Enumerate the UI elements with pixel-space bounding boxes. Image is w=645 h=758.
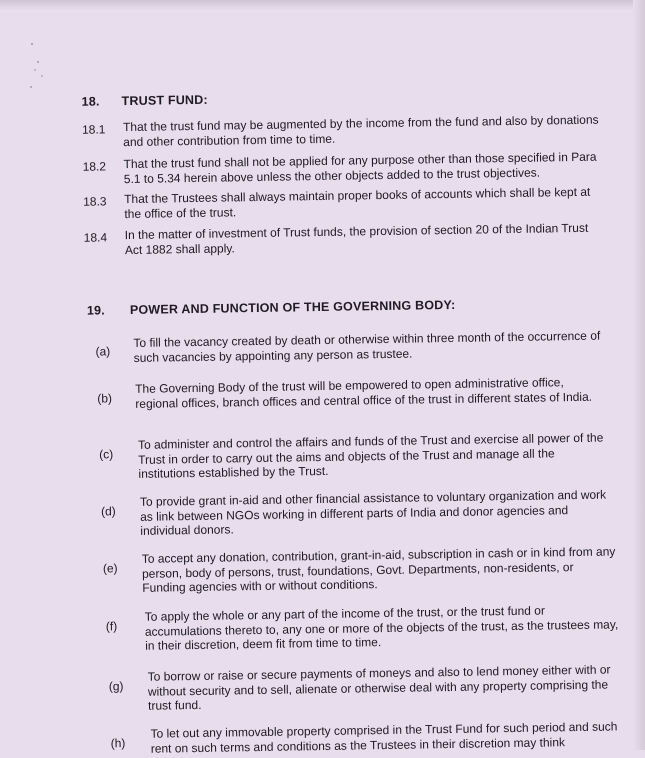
clause-18-4-text: In the matter of investment of Trust funds, the provision of section 20 of the Indian Trust Act 1882 shall apply. bbox=[124, 220, 589, 257]
clause-18-1-number: 18.1 bbox=[81, 122, 106, 137]
clause-19-e-number: (e) bbox=[102, 561, 118, 576]
clause-18-3-text: That the Trustees shall always maintain proper books of accounts which shall be kept at the office of the trust. bbox=[124, 184, 591, 221]
clause-19-h-number: (h) bbox=[110, 736, 126, 751]
clause-19-g-text: To borrow or raise or secure payments of moneys and also to lend money either with or without security and to sell, alienate or otherwise deal with any property comprising the trust fund. bbox=[147, 662, 611, 713]
section-18-title: TRUST FUND: bbox=[121, 92, 208, 109]
clause-19-d-number: (d) bbox=[100, 504, 116, 519]
section-19-number: 19. bbox=[86, 303, 105, 318]
clause-18-3-number: 18.3 bbox=[83, 194, 107, 209]
clause-19-f-text: To apply the whole or any part of the income of the trust, or the trust fund or accumulations thereto to, any one or more of the objects of the trust, as the trustees may, in their discretion, deem fit from time to time. bbox=[144, 603, 619, 653]
clause-19-b-text: The Governing Body of the trust will be empowered to open administrative office, regional offices, branch offices and central office of the trust in different states of India. bbox=[135, 375, 593, 411]
clause-19-f-number: (f) bbox=[105, 619, 118, 634]
clause-18-2-text: That the trust fund shall not be applied for any purpose other than those specified in Para 5.1 to 5.34 herein above unless the other objects added to the trust objectives. bbox=[123, 149, 597, 186]
clause-19-c-text: To administer and control the affairs and funds of the Trust and exercise all power of the Trust in order to carry out the aims and objects of the Trust and manage all the institutions established by the Trust. bbox=[137, 430, 604, 482]
clause-19-d-text: To provide grant in-aid and other financial assistance to voluntary organization and work as link between NGOs working in different parts of India and donor agencies and individual donors. bbox=[139, 487, 607, 539]
clause-19-c-number: (c) bbox=[99, 447, 114, 462]
clause-18-1-text: That the trust fund may be augmented by the income from the fund and also by donations and other contribution from time to time. bbox=[122, 112, 599, 149]
section-18-number: 18. bbox=[81, 94, 100, 109]
clause-19-a-text: To fill the vacancy created by death or otherwise within three month of the occurrence of such vacancies by appointing any person as trustee. bbox=[133, 328, 601, 365]
clause-18-4-number: 18.4 bbox=[83, 230, 108, 245]
clause-19-h-text: To let out any immovable property comprised in the Trust Fund for such period and such rent on such terms and conditions as the Trustees in their discretion may think bbox=[150, 719, 618, 756]
section-19-title: POWER AND FUNCTION OF THE GOVERNING BODY: bbox=[129, 297, 456, 317]
clause-19-a-number: (a) bbox=[95, 344, 111, 359]
clause-19-e-text: To accept any donation, contribution, grant-in-aid, subscription in cash or in kind from any person, body of persons, trust, foundations, Govt. Departments, non-residents, or Funding agencies with or without conditions. bbox=[141, 544, 616, 596]
clause-18-2-number: 18.2 bbox=[82, 159, 107, 174]
clause-19-g-number: (g) bbox=[108, 679, 124, 694]
clause-19-b-number: (b) bbox=[97, 391, 113, 406]
